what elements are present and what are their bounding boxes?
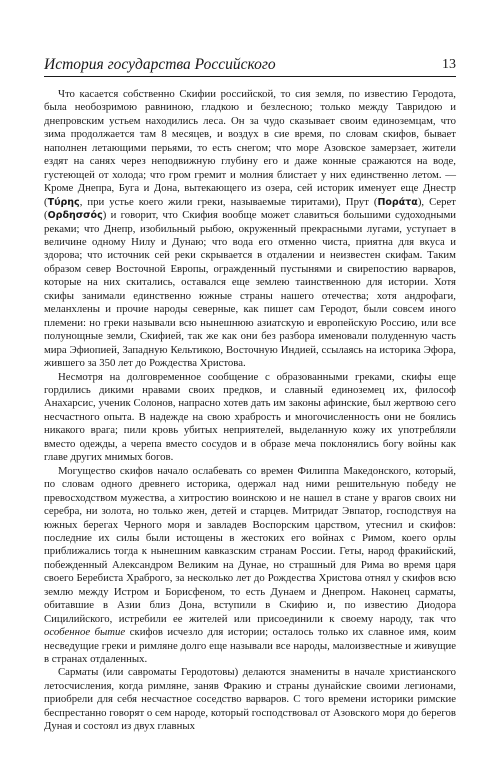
page-header — [44, 54, 456, 77]
paragraph-text: ) и говорит, что Скифия вообще может славиться большими судоходными реками; что Днепр, изобильный рыбою, окруженный прекрасными лугами, уступает в величине одному Нилу и Дунаю; что вода его отменно чиста, приятна для вкуса и здорова; что источник сей реки скрывается в отдалении и неизвестен скифам. Таким образом север Восточной Европы, огражденный пустынями и свирепостию варваров, которые на них скитались, оставался еще землею таинственною для истории. Хотя скифы занимали единственно южные страны нашего отечества; хотя андрофаги, меланхлены и прочие народы северные, как пишет сам Геродот, были совсем иного племени: но греки называли всю нынешнюю азиатскую и европейскую Россию, или все полунощные земли, Скифией, так же как они без разбора именовали полуденную часть мира Эфиопией, Западную Кельтикою, Восточную Индией, ссылаясь на историка Эфора, жившего за 350 лет до Рождества Христова. — [44, 209, 456, 370]
paragraph — [44, 88, 456, 371]
paragraph-text: Что касается собственно Скифии российской, то сия земля, по известию Геродота, была необозримою равниною, гладкою и безлесною; только между Тавридою и днепровским устьем находились леса. Он за чудо сказывает своим единоземцам, что зима продолжается там 8 месяцев, и воздух в сие время, по словам скифов, бывает наполнен летающими перьями, то есть снегом; что море Азовское замерзает, жители ездят на санях через неподвижную глубину его и даже конные сражаются на воде, густеющей от холода; что гром гремит и молния блистает у них единственно летом. — Кроме Днепра, Буга и Дона, вытекающего из озера, сей историк именует еще Днестр ( — [44, 88, 456, 208]
running-title: История государства Российского — [44, 56, 276, 73]
paragraph — [44, 465, 456, 667]
emphasis: особенное бытие — [44, 626, 126, 639]
paragraph-text: Могущество скифов начало ослабевать со времен Филиппа Македонского, который, по словам одного древнего историка, одержал над ними решительную победу не превосходством мужества, а хитростию воинскою и не нашел в стане у врагов своих ни серебра, ни золота, но только жен, детей и старцев. Митридат Эвпатор, господствуя на южных берегах Черного моря и завладев Воспорским царством, утеснил и скифов: последние их силы были истощены в жестоких его войнах с Римом, коего орлы приближались тогда к нынешним кавказским странам России. Геты, народ фракийский, побежденный Александром Великим на Дунае, но страшный для Рима во время царя своего Беребиста Храброго, за несколько лет до Рождества Христова отнял у скифов всю землю между Истром и Борисфеном, то есть Дунаем и Днепром. Наконец сарматы, обитавшие в Азии близ Дона, вступили в Скифию и, по известию Диодора Сицилийского, истребили ее жителей или присоединили к своему народу, так что — [44, 464, 456, 625]
page-number: 13 — [442, 57, 456, 72]
greek-term: Τύρης — [47, 196, 80, 208]
greek-term: Ποράτα — [377, 196, 418, 208]
body-text — [44, 88, 456, 734]
greek-term: Ορδησσός — [47, 210, 103, 222]
paragraph-text: скифов исчезло для истории; осталось только их славное имя, коим несведущие греки и римляне долго еще называли все народы, малоизвестные и живущие в странах отдаленных. — [44, 626, 456, 666]
paragraph-text: , при устье коего жили греки, называемые тиритами), Прут ( — [79, 195, 378, 208]
paragraph-text: ), Серет ( — [44, 195, 457, 222]
paragraph: Несмотря на долговременное сообщение с образованными греками, скифы еще гордились дикими нравами своих предков, и славный единоземец их, философ Анахарсис, ученик Солонов, напрасно хотев дать им законы афинские, был жертвою сего несчастного опыта. В надежде на свою храбрость и многочисленность они не боялись никакого врага; пили кровь убитых неприятелей, выделанную кожу их употребляли вместо одежды, а черепа вместо сосудов и в образе меча поклонялись богу войны как главе других мнимых богов. — [44, 370, 456, 464]
paragraph: Сарматы (или савроматы Геродотовы) делаются знамениты в начале христианского летосчисления, когда римляне, заняв Фракию и страны дунайские своими легионами, приобрели для себя несчастное соседство варваров. С того времени историки римские беспрестанно говорят о сем народе, который господствовал от Азовского моря до берегов Дуная и состоял из двух главных — [44, 666, 456, 733]
